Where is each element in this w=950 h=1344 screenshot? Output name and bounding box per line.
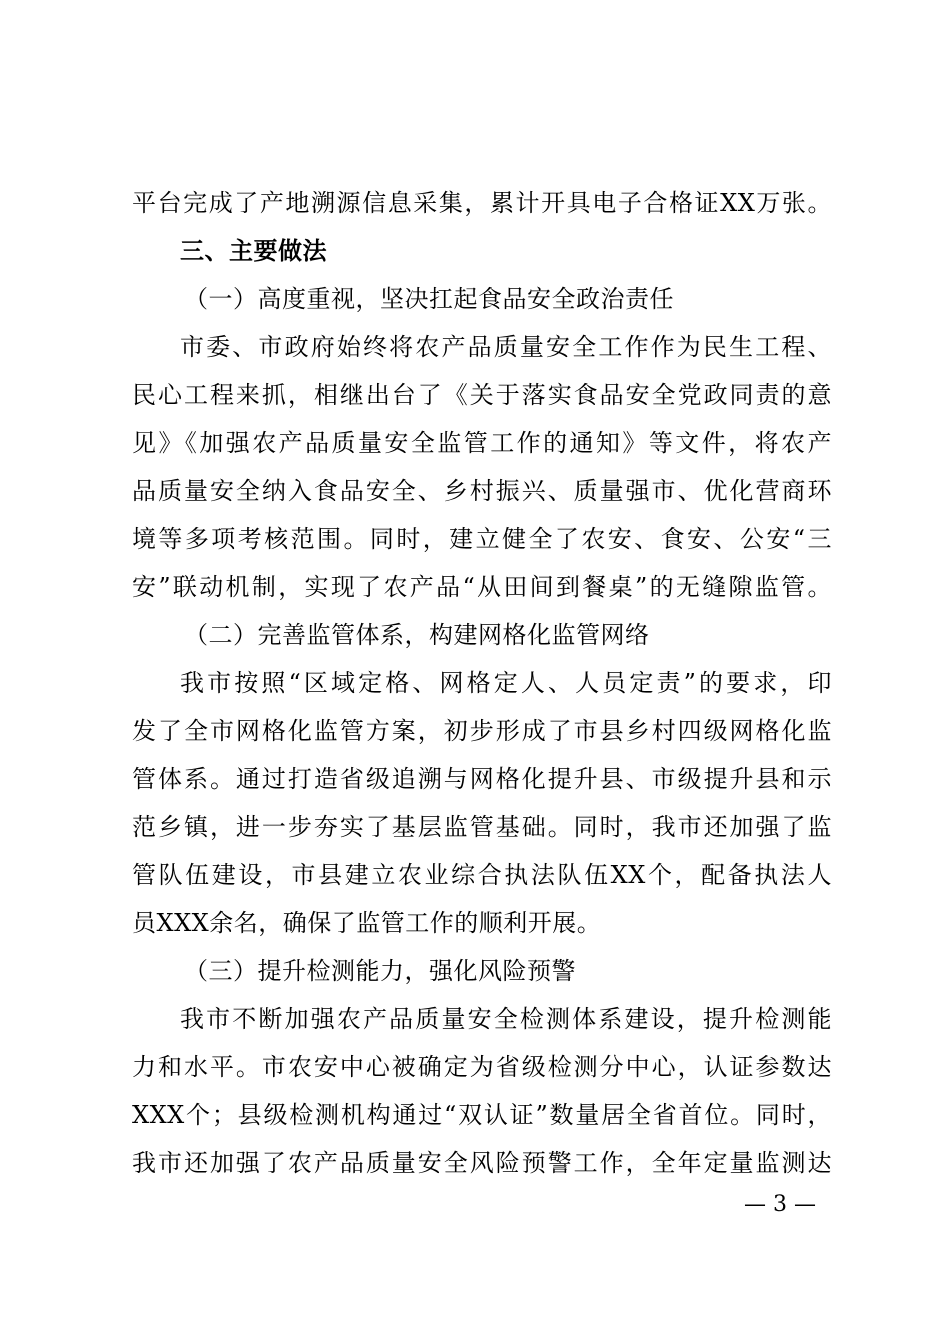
paragraph-line: 我市不断加强农产品质量安全检测体系建设，提升检测能 <box>180 1005 832 1033</box>
paragraph-line: XXX个；县级检测机构通过“双认证”数量居全省首位。同时， <box>132 1101 832 1129</box>
paragraph-line: 境等多项考核范围。同时，建立健全了农安、食安、公安“三 <box>132 525 832 553</box>
page-number: — 3 — <box>744 1192 816 1217</box>
paragraph-line: 我市还加强了农产品质量安全风险预警工作，全年定量监测达 <box>132 1149 832 1177</box>
paragraph-line: 力和水平。市农安中心被确定为省级检测分中心，认证参数达 <box>132 1053 832 1081</box>
paragraph-line: 管队伍建设，市县建立农业综合执法队伍XX个，配备执法人 <box>132 861 832 889</box>
paragraph-line: 民心工程来抓，相继出台了《关于落实食品安全党政同责的意 <box>132 381 832 409</box>
paragraph-line: 见》《加强农产品质量安全监管工作的通知》等文件，将农产 <box>132 429 832 457</box>
paragraph-line: 平台完成了产地溯源信息采集，累计开具电子合格证XX万张。 <box>132 189 832 217</box>
subsection-heading: （二）完善监管体系，构建网格化监管网络 <box>184 621 650 649</box>
section-heading: 三、主要做法 <box>180 236 327 265</box>
paragraph-line: 管体系。通过打造省级追溯与网格化提升县、市级提升县和示 <box>132 765 832 793</box>
paragraph-line: 品质量安全纳入食品安全、乡村振兴、质量强市、优化营商环 <box>132 477 832 505</box>
subsection-heading: （一）高度重视，坚决扛起食品安全政治责任 <box>184 285 674 313</box>
paragraph-line: 范乡镇，进一步夯实了基层监管基础。同时，我市还加强了监 <box>132 813 832 841</box>
paragraph-line: 我市按照“区域定格、网格定人、人员定责”的要求，印 <box>180 669 832 697</box>
paragraph-line: 市委、市政府始终将农产品质量安全工作作为民生工程、 <box>180 333 832 361</box>
subsection-heading: （三）提升检测能力，强化风险预警 <box>184 957 576 985</box>
paragraph-line: 员XXX余名，确保了监管工作的顺利开展。 <box>132 909 602 937</box>
paragraph-line: 安”联动机制，实现了农产品“从田间到餐桌”的无缝隙监管。 <box>132 573 832 601</box>
paragraph-line: 发了全市网格化监管方案，初步形成了市县乡村四级网格化监 <box>132 717 832 745</box>
